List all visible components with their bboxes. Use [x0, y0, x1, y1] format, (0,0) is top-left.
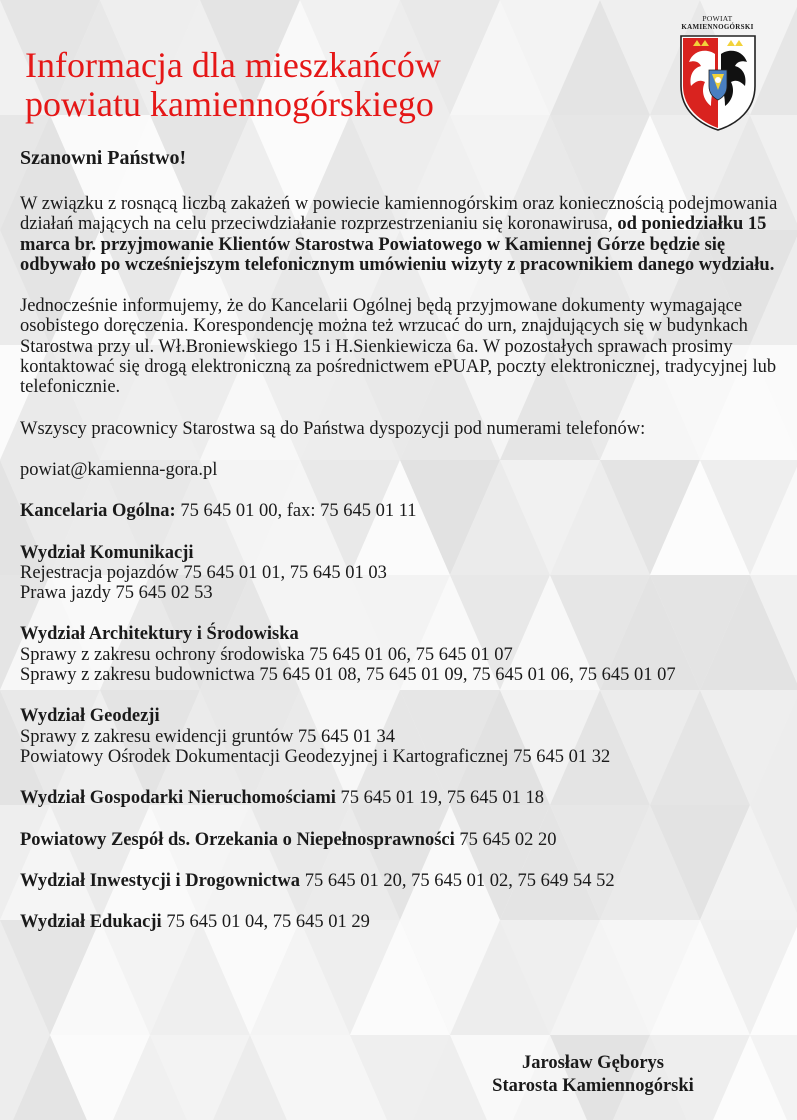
contact-kancelaria	[20, 501, 790, 521]
contact-architektura	[20, 624, 790, 685]
contact-inwestycje-name: Wydział Inwestycji i Drogownictwa	[20, 870, 301, 891]
paragraph-intro-bold: od poniedziałku 15 marca br. przyjmowanie Klientów Starostwa Powiatowego w Kamiennej Górze będzie się odbywało po wcześniejszym telefonicznym umówieniu wizyty z pracownikiem danego wydziału.	[20, 214, 775, 275]
paragraph-contacts-intro: Wszyscy pracownicy Starostwa są do Państwa dyspozycji pod numerami telefonów:	[20, 418, 646, 439]
contact-edukacja-name: Wydział Edukacji	[20, 912, 162, 933]
crest-label-line-1: POWIAT	[702, 14, 733, 23]
greeting: Szanowni Państwo!	[20, 147, 187, 169]
contact-nieruchomosci-name: Wydział Gospodarki Nieruchomościami	[20, 788, 336, 809]
signature-role: Starosta Kamiennogórski	[492, 1076, 694, 1096]
contact-kancelaria-name: Kancelaria Ogólna:	[20, 501, 176, 522]
contact-komunikacja-name: Wydział Komunikacji	[20, 542, 194, 563]
title-line-1: Informacja dla mieszkańców	[25, 45, 441, 85]
contact-inwestycje	[20, 871, 790, 891]
contact-komunikacja-line-2: Prawa jazdy 75 645 02 53	[20, 583, 213, 604]
letter-body	[20, 147, 790, 932]
paragraph-information: Jednocześnie informujemy, że do Kancelarii Ogólnej będą przyjmowane dokumenty wymagające osobistego doręczenia. Korespondencję można też wrzucać do urn, znajdujących się w budynkach Starostwa przy ul. Wł.Broniewskiego 15 i H.Sienkiewicza 6a. W pozostałych sprawach prosimy kontaktować się drogą elektroniczną za pośrednictwem ePUAP, poczty elektronicznej, tradycyjnej lub telefonicznie.	[20, 296, 777, 398]
page-title	[25, 46, 441, 124]
contact-komunikacja	[20, 543, 790, 604]
contact-architektura-name: Wydział Architektury i Środowiska	[20, 624, 299, 645]
contact-architektura-line-1: Sprawy z zakresu ochrony środowiska 75 645 01 06, 75 645 01 07	[20, 644, 513, 665]
crest-label-line-2: KAMIENNOGÓRSKI	[681, 23, 754, 31]
contact-nieruchomosci	[20, 788, 790, 808]
signature-name: Jarosław Gęborys	[521, 1053, 664, 1073]
contact-kancelaria-value: 75 645 01 00, fax: 75 645 01 11	[175, 501, 417, 522]
contact-nieruchomosci-value: 75 645 01 19, 75 645 01 18	[335, 788, 544, 809]
paragraph-intro-plain: W związku z rosnącą liczbą zakażeń w powiecie kamiennogórskim oraz koniecznością podejmowania działań mających na celu przeciwdziałanie rozprzestrzenianiu się koronawirusa,	[20, 194, 778, 235]
contact-komunikacja-line-1: Rejestracja pojazdów 75 645 01 01, 75 645 01 03	[20, 562, 387, 583]
contact-geodezja-line-1: Sprawy z zakresu ewidencji gruntów 75 645 01 34	[20, 726, 396, 747]
contact-edukacja-value: 75 645 01 04, 75 645 01 29	[161, 912, 370, 933]
contact-architektura-line-2: Sprawy z zakresu budownictwa 75 645 01 08, 75 645 01 09, 75 645 01 06, 75 645 01 07	[20, 665, 676, 686]
contact-edukacja	[20, 912, 790, 932]
contact-geodezja	[20, 706, 790, 767]
contact-orzekanie	[20, 830, 790, 850]
coat-of-arms-icon	[679, 34, 757, 132]
county-crest	[675, 14, 760, 132]
title-line-2: powiatu kamiennogórskiego	[25, 84, 434, 124]
contact-inwestycje-value: 75 645 01 20, 75 645 01 02, 75 649 54 52	[300, 870, 615, 891]
contact-orzekanie-name: Powiatowy Zespół ds. Orzekania o Niepełnosprawności	[20, 829, 455, 850]
contact-geodezja-name: Wydział Geodezji	[20, 706, 160, 727]
contact-orzekanie-value: 75 645 02 20	[454, 829, 557, 850]
paragraph-intro	[20, 194, 790, 275]
email-address: powiat@kamienna-gora.pl	[20, 459, 218, 480]
contact-geodezja-line-2: Powiatowy Ośrodek Dokumentacji Geodezyjnej i Kartograficznej 75 645 01 32	[20, 746, 611, 767]
signature-block	[443, 1052, 743, 1098]
